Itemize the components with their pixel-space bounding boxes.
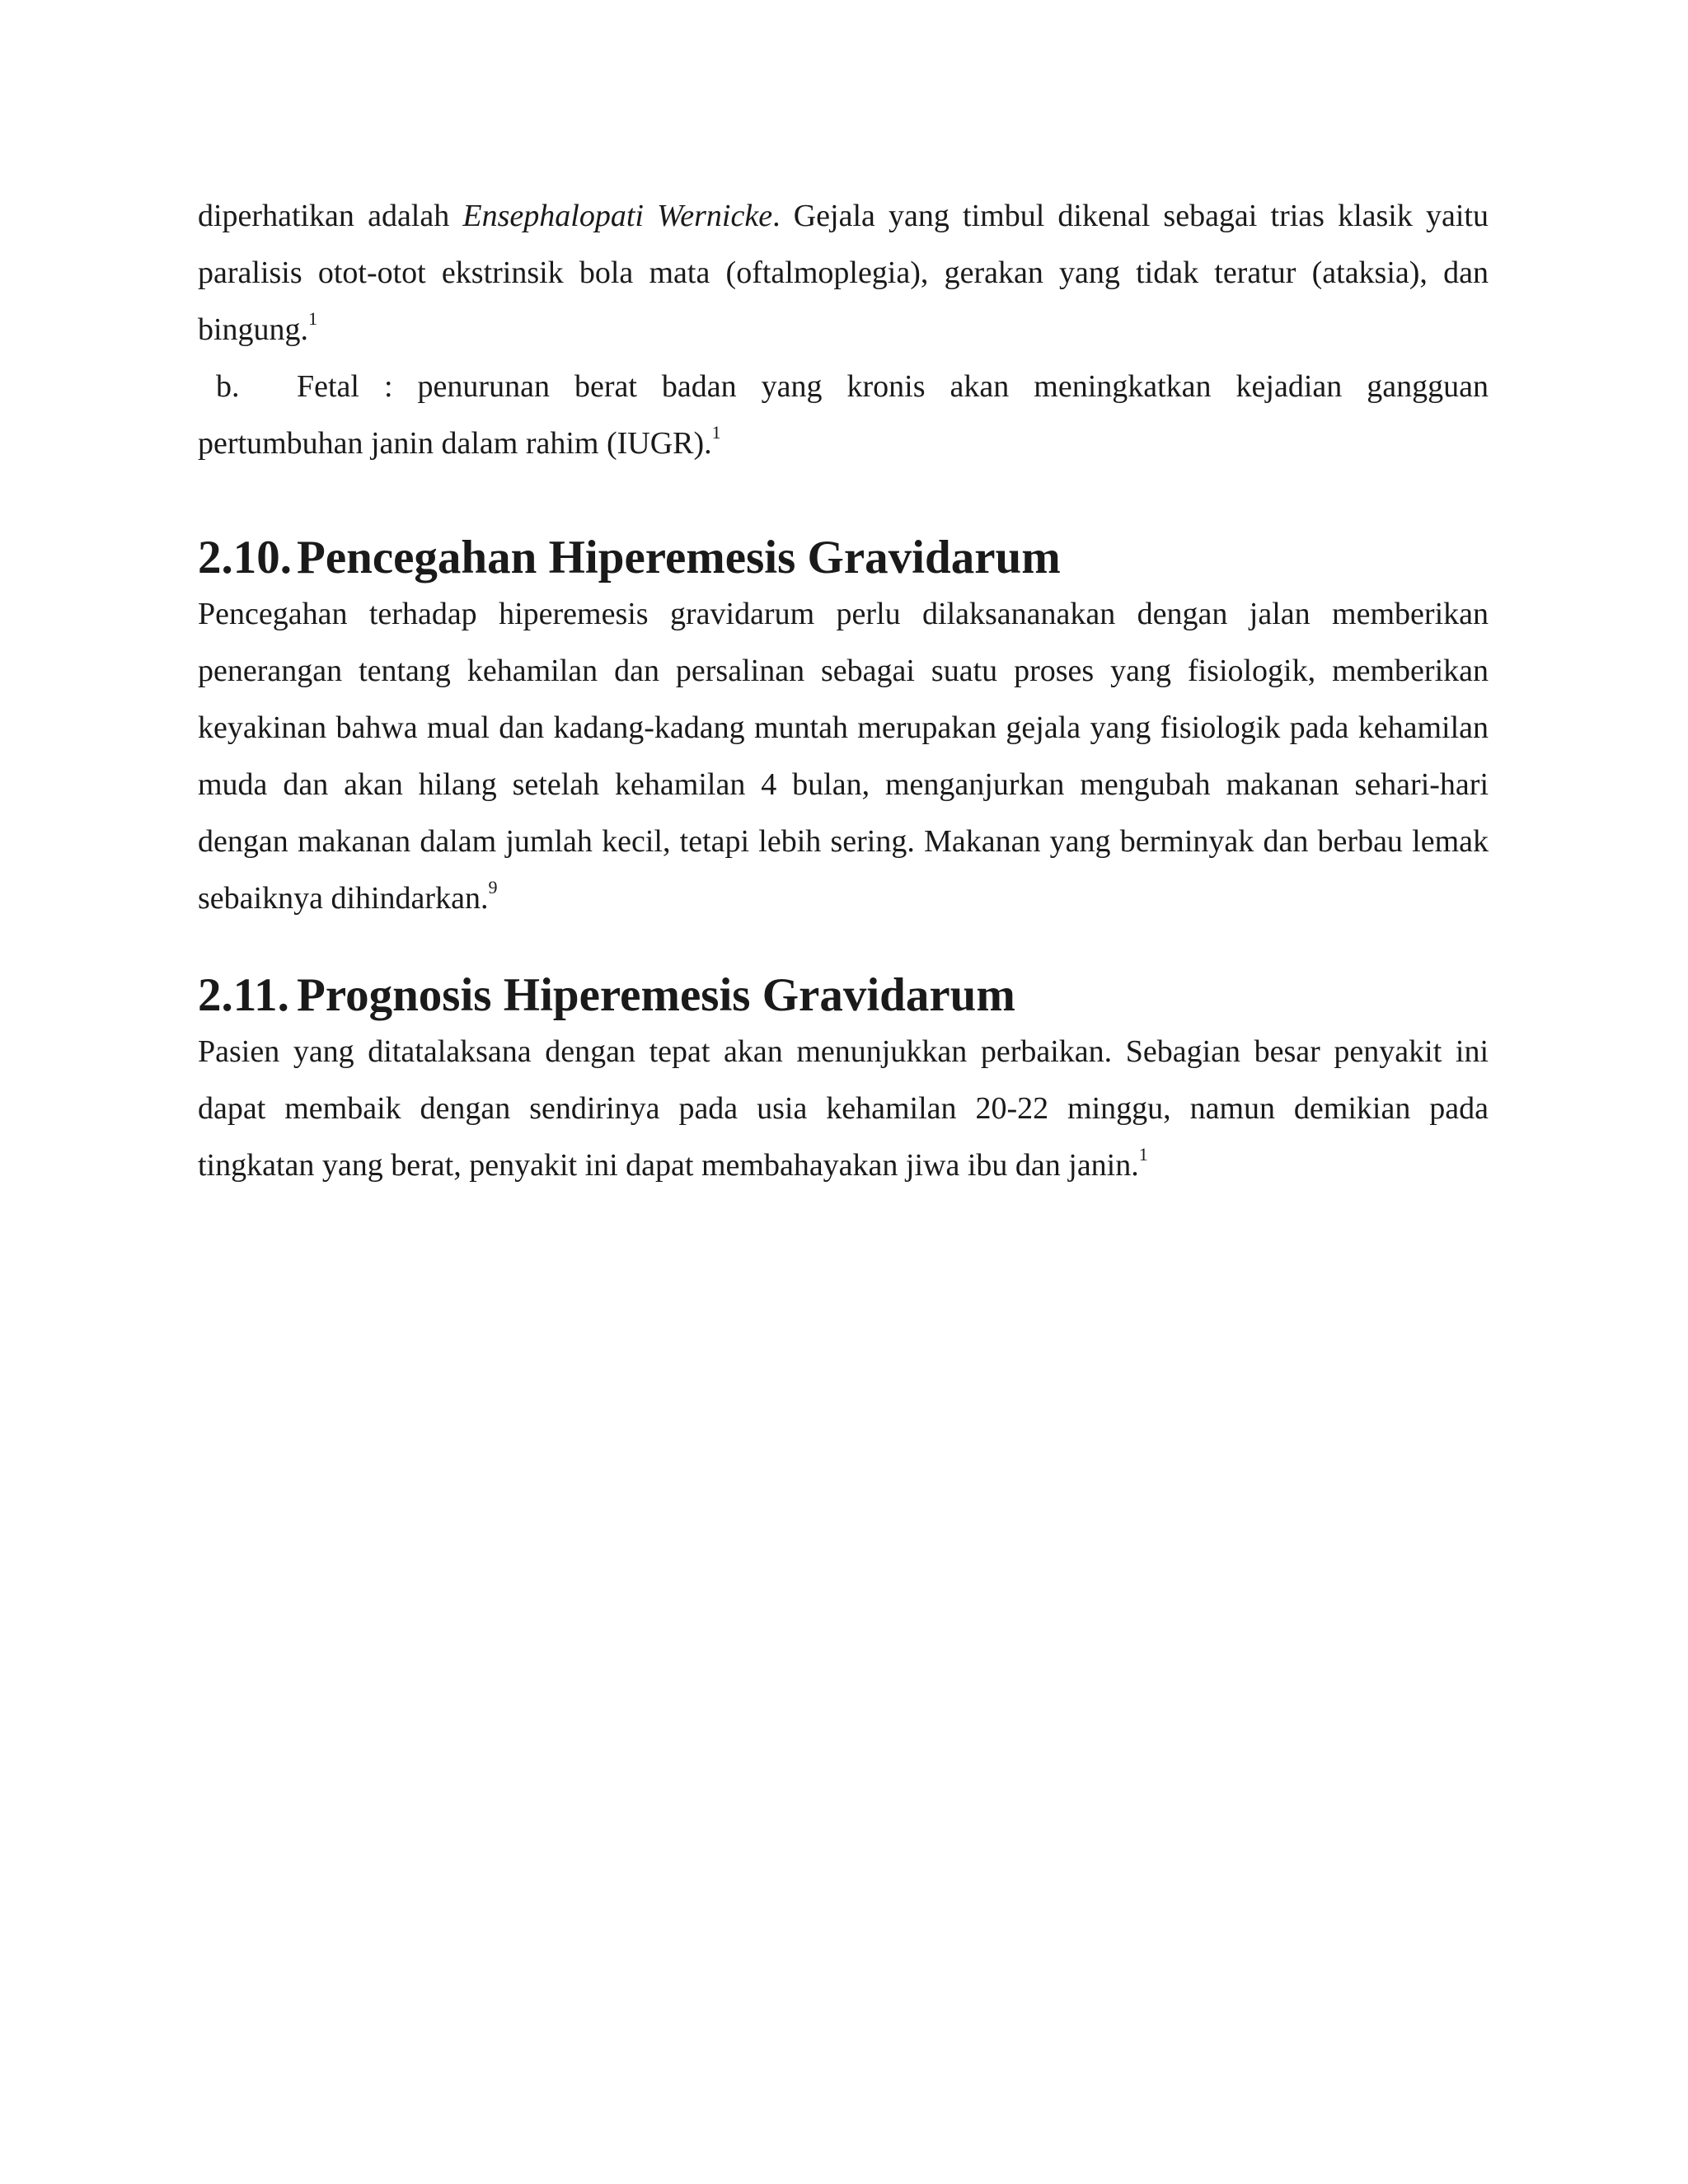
list-marker: b.: [216, 369, 240, 404]
section-heading-2-11: [198, 967, 1489, 1024]
footnote-ref: 1: [308, 308, 318, 330]
spacer: [198, 472, 1489, 529]
section-title: Pencegahan Hiperemesis Gravidarum: [297, 532, 1061, 583]
spacer: [198, 927, 1489, 967]
section-2-10-body: [198, 586, 1489, 927]
list-item-text: Fetal : penurunan berat badan yang kronis akan meningkatkan kejadian gangguan pertumbuhan janin dalam rahim (IUGR).: [198, 369, 1489, 461]
section-number: 2.10.: [198, 532, 292, 583]
footnote-ref: 1: [711, 422, 721, 443]
continuation-italic-term: Ensephalopati Wernicke: [462, 199, 773, 233]
document-body: [198, 188, 1489, 1194]
section-number: 2.11.: [198, 969, 289, 1021]
paragraph-text: Pencegahan terhadap hiperemesis gravidarum perlu dilaksananakan dengan jalan memberikan penerangan tentang kehamilan dan persalinan sebagai suatu proses yang fisiologik, memberikan keyakinan bahwa mual dan kadang-kadang muntah merupakan gejala yang fisiologik pada kehamilan muda dan akan hilang setelah kehamilan 4 bulan, menganjurkan mengubah makanan sehari-hari dengan makanan dalam jumlah kecil, tetapi lebih sering. Makanan yang berminyak dan berbau lemak sebaiknya dihindarkan.: [198, 597, 1489, 916]
section-heading-2-10: [198, 529, 1489, 586]
list-item-b: [198, 359, 1489, 472]
continuation-paragraph: [198, 188, 1489, 359]
footnote-ref: 1: [1138, 1144, 1148, 1165]
footnote-ref: 9: [488, 877, 498, 898]
section-title: Prognosis Hiperemesis Gravidarum: [297, 969, 1015, 1021]
continuation-text-start: diperhatikan adalah: [198, 199, 463, 233]
paragraph-text: Pasien yang ditatalaksana dengan tepat akan menunjukkan perbaikan. Sebagian besar penyakit ini dapat membaik dengan sendirinya pada usia kehamilan 20-22 minggu, namun demikian pada tingkatan yang berat, penyakit ini dapat membahayakan jiwa ibu dan janin.: [198, 1034, 1489, 1183]
section-2-11-body: [198, 1024, 1489, 1194]
continuation-text-end: . Gejala yang timbul dikenal sebagai trias klasik yaitu paralisis otot-otot ekstrinsik bola mata (oftalmoplegia), gerakan yang tidak teratur (ataksia), dan bingung.: [198, 199, 1489, 347]
